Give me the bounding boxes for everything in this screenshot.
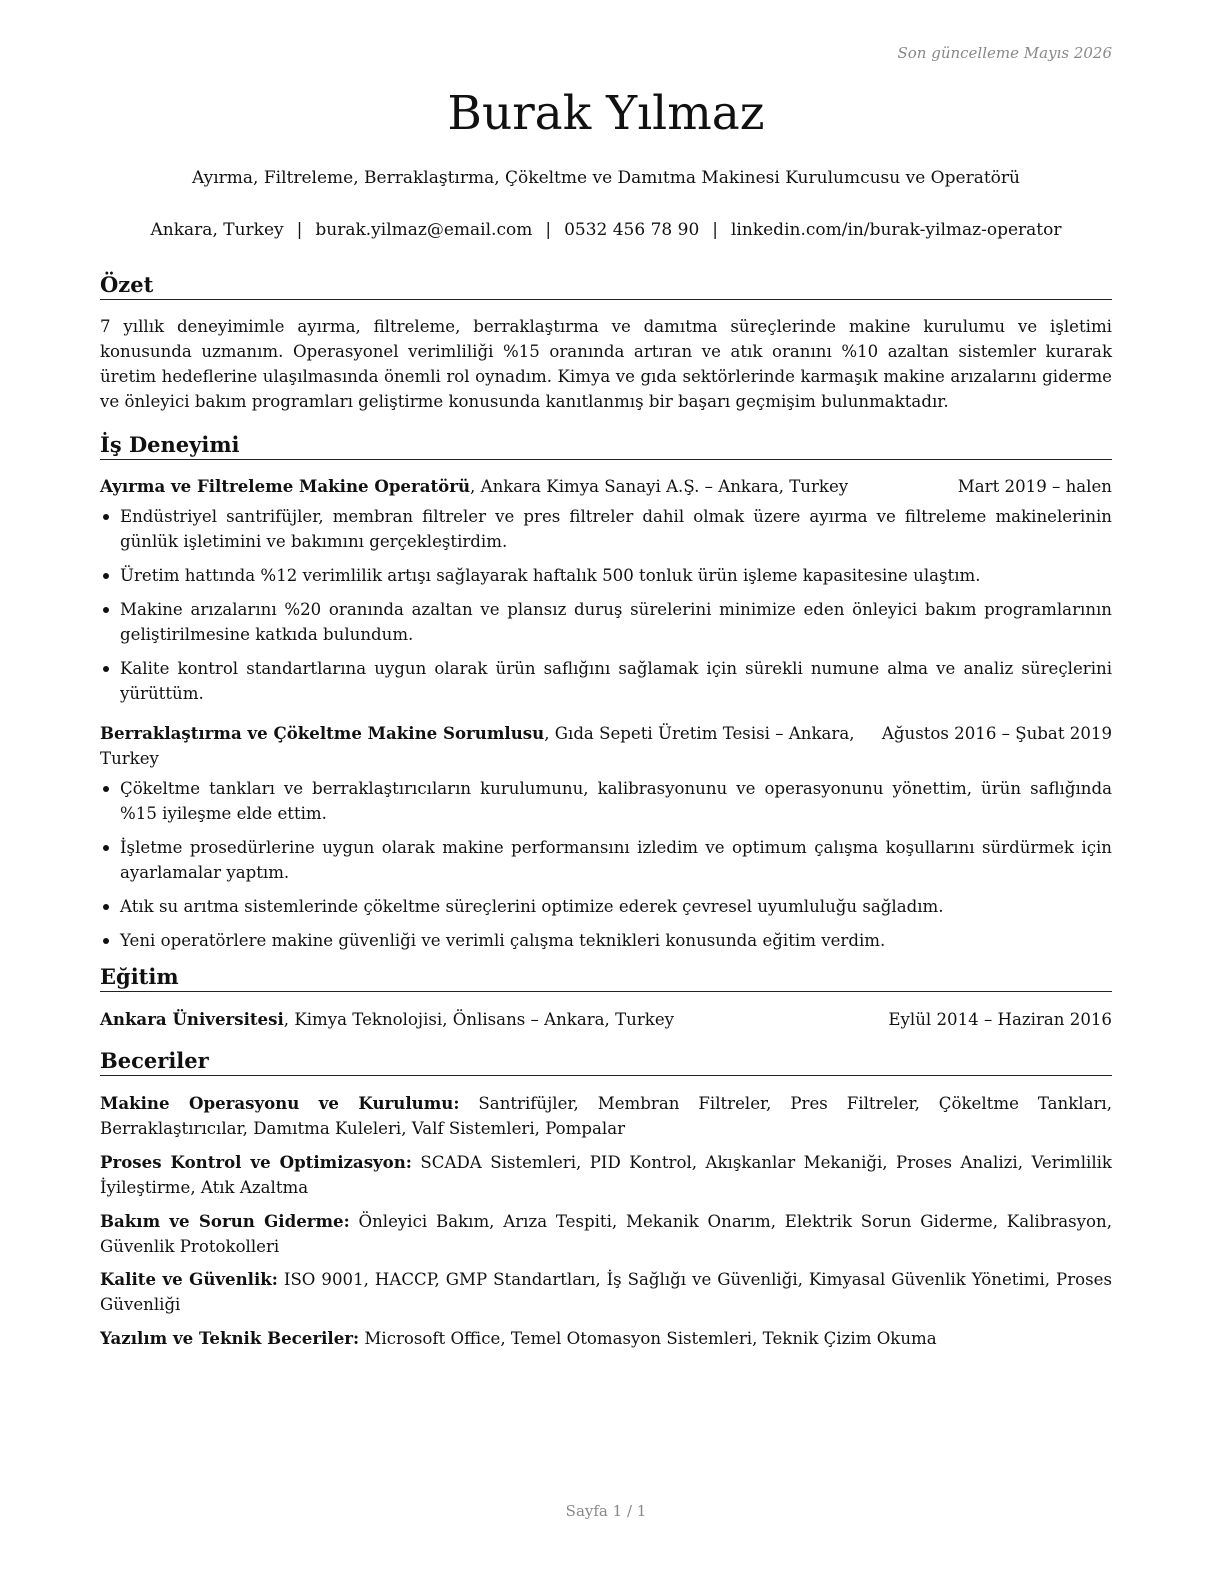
section-title-experience: İş Deneyimi [100, 432, 1112, 460]
resume-page [100, 0, 1112, 1584]
section-title-education: Eğitim [100, 964, 1112, 992]
skill-items: ISO 9001, HACCP, GMP Standartları, İş Sağlığı ve Güvenliği, Kimyasal Güvenlik Yönetimi, Proses Güvenliği [100, 1270, 1112, 1314]
contact-separator: | [545, 220, 552, 240]
skill-items: SCADA Sistemleri, PID Kontrol, Akışkanlar Mekaniği, Proses Analizi, Verimlilik İyileştirme, Atık Azaltma [100, 1153, 1112, 1197]
list-item: Çökeltme tankları ve berraklaştırıcıların kurulumunu, kalibrasyonunu ve operasyonunu yönettim, ürün saflığında %15 iyileşme elde ettim. [100, 776, 1112, 826]
contact-line [100, 220, 1112, 240]
job-company: , Gıda Sepeti Üretim Tesisi – Ankara, Turkey [100, 724, 855, 768]
list-item: İşletme prosedürlerine uygun olarak makine performansını izledim ve optimum çalışma koşullarını sürdürmek için ayarlamalar yaptım. [100, 835, 1112, 885]
job-role: Ayırma ve Filtreleme Makine Operatörü [100, 476, 471, 496]
section-title-skills: Beceriler [100, 1048, 1112, 1076]
job-role: Berraklaştırma ve Çökeltme Makine Sorumlusu [100, 723, 545, 743]
education-details: , Kimya Teknolojisi, Önlisans – Ankara, Turkey [283, 1010, 675, 1029]
list-item: Kalite kontrol standartlarına uygun olarak ürün saflığını sağlamak için sürekli numune alma ve analiz süreçlerini yürüttüm. [100, 656, 1112, 706]
job-date: Ağustos 2016 – Şubat 2019 [881, 724, 1112, 743]
list-item: Endüstriyel santrifüjler, membran filtreler ve pres filtreler dahil olmak üzere ayırma ve filtreleme makinelerinin günlük işletimini ve bakımını gerçekleştirdim. [100, 504, 1112, 554]
job-bullets [100, 776, 1112, 962]
job-company: , Ankara Kimya Sanayi A.Ş. – Ankara, Turkey [470, 477, 849, 496]
skill-group [100, 1267, 1112, 1317]
education-entry [100, 1007, 1112, 1032]
skill-items: Santrifüjler, Membran Filtreler, Pres Filtreler, Çökeltme Tankları, Berraklaştırıcılar, Damıtma Kuleleri, Valf Sistemleri, Pompalar [100, 1094, 1112, 1138]
skill-group [100, 1150, 1112, 1200]
contact-phone: 0532 456 78 90 [564, 220, 700, 240]
section-title-summary: Özet [100, 272, 1112, 300]
job-header [100, 474, 1112, 499]
list-item: Makine arızalarını %20 oranında azaltan ve plansız duruş sürelerini minimize eden önleyici bakım programlarının geliştirilmesine katkıda bulundum. [100, 597, 1112, 647]
skill-label: Proses Kontrol ve Optimizasyon: [100, 1152, 412, 1172]
skill-group [100, 1326, 1112, 1351]
page-number: Sayfa 1 / 1 [565, 1502, 647, 1520]
candidate-name: Burak Yılmaz [447, 86, 765, 141]
skill-items: Microsoft Office, Temel Otomasyon Sistemleri, Teknik Çizim Okuma [359, 1329, 937, 1348]
headline: Ayırma, Filtreleme, Berraklaştırma, Çökeltme ve Damıtma Makinesi Kurulumcusu ve Operatörü [192, 168, 1020, 188]
list-item: Üretim hattında %12 verimlilik artışı sağlayarak haftalık 500 tonluk ürün işleme kapasitesine ulaştım. [100, 563, 1112, 588]
contact-separator: | [296, 220, 303, 240]
skill-group [100, 1091, 1112, 1141]
contact-email[interactable]: burak.yilmaz@email.com [315, 220, 533, 240]
skill-label: Yazılım ve Teknik Beceriler: [100, 1328, 360, 1348]
contact-separator: | [712, 220, 718, 240]
skill-label: Makine Operasyonu ve Kurulumu: [100, 1093, 460, 1113]
contact-location: Ankara, Turkey [150, 220, 284, 240]
education-school: Ankara Üniversitesi [100, 1009, 284, 1029]
list-item: Atık su arıtma sistemlerinde çökeltme süreçlerini optimize ederek çevresel uyumluluğu sağladım. [100, 894, 1112, 919]
skill-group [100, 1209, 1112, 1259]
contact-linkedin[interactable]: linkedin.com/in/burak-yilmaz-operator [731, 220, 1062, 240]
job-header [100, 721, 1112, 771]
skill-label: Bakım ve Sorun Giderme: [100, 1211, 350, 1231]
job-date: Mart 2019 – halen [957, 477, 1112, 496]
job-bullets [100, 504, 1112, 715]
list-item: Yeni operatörlere makine güvenliği ve verimli çalışma teknikleri konusunda eğitim verdim. [100, 928, 1112, 953]
skill-label: Kalite ve Güvenlik: [100, 1269, 278, 1289]
education-date: Eylül 2014 – Haziran 2016 [888, 1010, 1112, 1029]
summary-text: 7 yıllık deneyimimle ayırma, filtreleme, berraklaştırma ve damıtma süreçlerinde makine kurulumu ve işletimi konusunda uzmanım. Operasyonel verimliliği %15 oranında artıran ve atık oranını %10 azaltan sistemler kurarak üretim hedeflerine ulaşılmasında önemli rol oynadım. Kimya ve gıda sektörlerinde karmaşık makine arızalarını giderme ve önleyici bakım programları geliştirme konusunda kanıtlanmış bir başarı geçmişim bulunmaktadır. [100, 317, 1112, 411]
last-updated: Son güncelleme Mayıs 2026 [897, 44, 1112, 62]
skill-items: Önleyici Bakım, Arıza Tespiti, Mekanik Onarım, Elektrik Sorun Giderme, Kalibrasyon, Güvenlik Protokolleri [100, 1212, 1112, 1256]
